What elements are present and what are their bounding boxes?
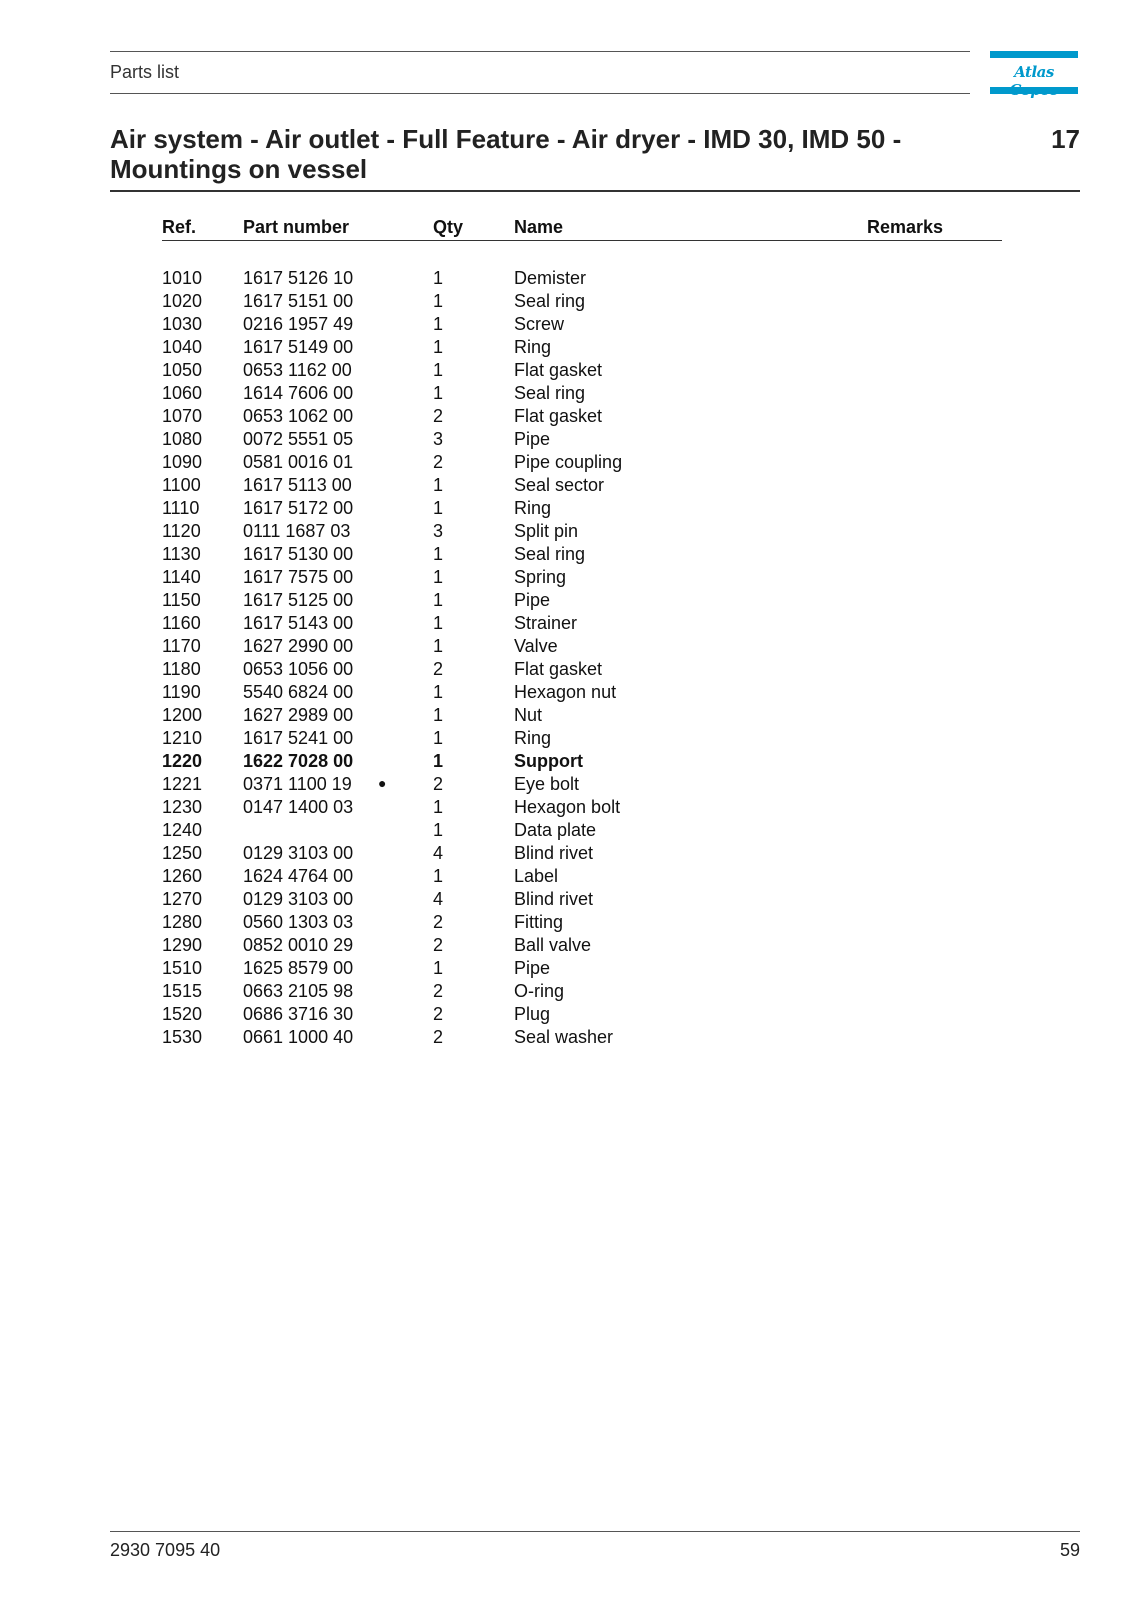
table-row (162, 820, 1002, 843)
cell-part-number: 0147 1400 03 (243, 797, 354, 817)
cell-ref: 1510 (162, 958, 203, 978)
cell-name: Valve (514, 636, 558, 656)
cell-qty: 1 (433, 751, 444, 771)
cell-name: Ring (514, 337, 552, 357)
cell-ref: 1040 (162, 337, 203, 357)
table-row (162, 1027, 1002, 1050)
cell-part-number: 1617 5149 00 (243, 337, 354, 357)
table-row (162, 521, 1002, 544)
cell-name: Blind rivet (514, 889, 594, 909)
table-row (162, 590, 1002, 613)
cell-qty: 1 (433, 567, 444, 587)
cell-qty: 1 (433, 314, 444, 334)
cell-name: Seal ring (514, 291, 586, 311)
cell-qty: 2 (433, 935, 444, 955)
cell-name: Hexagon bolt (514, 797, 621, 817)
cell-qty: 1 (433, 291, 444, 311)
table-row (162, 383, 1002, 406)
table-row (162, 935, 1002, 958)
logo-top-bar (990, 51, 1078, 58)
table-row (162, 659, 1002, 682)
cell-name: Eye bolt (514, 774, 580, 794)
cell-name: Pipe (514, 590, 551, 610)
table-row (162, 452, 1002, 475)
cell-qty: 1 (433, 797, 444, 817)
table-row (162, 475, 1002, 498)
cell-ref: 1290 (162, 935, 203, 955)
column-header-qty: Qty (433, 217, 464, 237)
table-row (162, 337, 1002, 360)
cell-name: Pipe (514, 958, 551, 978)
table-row (162, 544, 1002, 567)
header-label: Parts list (110, 62, 180, 82)
column-header-name: Name (514, 217, 564, 237)
cell-qty: 1 (433, 544, 444, 564)
table-row (162, 498, 1002, 521)
cell-part-number: 1617 5126 10 (243, 268, 354, 288)
cell-qty: 1 (433, 866, 444, 886)
table-row (162, 567, 1002, 590)
cell-name: Seal ring (514, 383, 586, 403)
cell-name: Seal washer (514, 1027, 614, 1047)
cell-part-number: 1617 5113 00 (243, 475, 352, 495)
section-number: 17 (1051, 124, 1080, 154)
header-top-rule (110, 51, 970, 52)
cell-name: Pipe coupling (514, 452, 623, 472)
page-number: 59 (1059, 1540, 1080, 1560)
table-row (162, 912, 1002, 935)
cell-ref: 1150 (162, 590, 201, 610)
cell-name: Data plate (514, 820, 597, 840)
parts-table (162, 215, 1002, 1050)
cell-part-number: 1614 7606 00 (243, 383, 354, 403)
cell-part-number: 1617 7575 00 (243, 567, 354, 587)
cell-name: Hexagon nut (514, 682, 617, 702)
cell-part-number: 0111 1687 03 (243, 521, 351, 541)
cell-qty: 1 (433, 475, 444, 495)
cell-name: Ring (514, 498, 552, 518)
cell-qty: 1 (433, 636, 444, 656)
cell-part-number: 0072 5551 05 (243, 429, 354, 449)
cell-qty: 3 (433, 429, 444, 449)
table-row (162, 636, 1002, 659)
table-row (162, 314, 1002, 337)
cell-qty: 2 (433, 659, 444, 679)
cell-part-number: 1617 5125 00 (243, 590, 354, 610)
column-header-ref: Ref. (162, 217, 197, 237)
cell-part-number: 1617 5151 00 (243, 291, 354, 311)
table-row (162, 866, 1002, 889)
cell-qty: 1 (433, 498, 444, 518)
cell-qty: 1 (433, 337, 444, 357)
cell-part-number: 0581 0016 01 (243, 452, 354, 472)
table-row (162, 889, 1002, 912)
header-bottom-rule (110, 93, 970, 94)
cell-name: Support (514, 751, 583, 771)
cell-ref: 1230 (162, 797, 203, 817)
cell-qty: 1 (433, 820, 444, 840)
table-header (162, 215, 1002, 241)
cell-qty: 2 (433, 912, 444, 932)
cell-name: Seal ring (514, 544, 586, 564)
table-row (162, 751, 1002, 774)
table-row (162, 981, 1002, 1004)
cell-qty: 1 (433, 360, 444, 380)
cell-ref: 1250 (162, 843, 203, 863)
cell-part-number: 1617 5130 00 (243, 544, 354, 564)
cell-ref: 1120 (162, 521, 201, 541)
cell-part-number: 1625 8579 00 (243, 958, 354, 978)
cell-ref: 1280 (162, 912, 203, 932)
cell-ref: 1200 (162, 705, 203, 725)
cell-part-number: 1617 5143 00 (243, 613, 354, 633)
cell-name: Ring (514, 728, 552, 748)
table-body (162, 268, 1002, 1050)
cell-ref: 1240 (162, 820, 203, 840)
cell-qty: 1 (433, 383, 444, 403)
cell-ref: 1130 (162, 544, 201, 564)
cell-ref: 1190 (162, 682, 201, 702)
cell-qty: 2 (433, 406, 444, 426)
cell-qty: 1 (433, 682, 444, 702)
cell-ref: 1030 (162, 314, 203, 334)
cell-ref: 1020 (162, 291, 203, 311)
cell-qty: 1 (433, 958, 444, 978)
cell-qty: 1 (433, 728, 444, 748)
cell-ref: 1220 (162, 751, 203, 771)
table-row (162, 406, 1002, 429)
cell-part-number: 5540 6824 00 (243, 682, 354, 702)
cell-part-number: 1624 4764 00 (243, 866, 354, 886)
cell-name: Flat gasket (514, 659, 603, 679)
cell-ref: 1530 (162, 1027, 203, 1047)
cell-name: Fitting (514, 912, 564, 932)
table-row (162, 291, 1002, 314)
cell-name: Flat gasket (514, 406, 603, 426)
atlas-copco-logo (990, 51, 1078, 94)
cell-part-number: 0216 1957 49 (243, 314, 354, 334)
logo-text: Atlas (1014, 63, 1054, 81)
table-row (162, 843, 1002, 866)
cell-qty: 2 (433, 1027, 444, 1047)
cell-part-number: 0653 1062 00 (243, 406, 354, 426)
cell-qty: 2 (433, 452, 444, 472)
table-row (162, 774, 1002, 797)
cell-ref: 1210 (162, 728, 203, 748)
cell-name: Split pin (514, 521, 579, 541)
cell-ref: 1140 (162, 567, 201, 587)
cell-ref: 1170 (162, 636, 201, 656)
cell-part-number: 0129 3103 00 (243, 889, 354, 909)
cell-part-number: 1627 2989 00 (243, 705, 354, 725)
cell-qty: 3 (433, 521, 444, 541)
cell-part-number: 0653 1056 00 (243, 659, 354, 679)
cell-part-number: 0371 1100 19 (243, 774, 352, 794)
cell-part-number: 1627 2990 00 (243, 636, 354, 656)
document-number: 2930 7095 40 (110, 1540, 221, 1560)
cell-name: O-ring (514, 981, 565, 1001)
cell-qty: 1 (433, 613, 444, 633)
table-row (162, 268, 1002, 291)
column-header-remarks: Remarks (867, 217, 944, 237)
cell-part-number: 0653 1162 00 (243, 360, 352, 380)
cell-name: Spring (514, 567, 567, 587)
cell-name: Ball valve (514, 935, 592, 955)
cell-ref: 1010 (162, 268, 203, 288)
cell-qty: 1 (433, 590, 444, 610)
cell-name: Demister (514, 268, 587, 288)
cell-name: Pipe (514, 429, 551, 449)
table-row (162, 682, 1002, 705)
table-row (162, 429, 1002, 452)
cell-ref: 1050 (162, 360, 203, 380)
cell-ref: 1060 (162, 383, 203, 403)
cell-part-number: 0663 2105 98 (243, 981, 354, 1001)
cell-ref: 1160 (162, 613, 201, 633)
cell-qty: 1 (433, 268, 444, 288)
cell-qty: 2 (433, 774, 444, 794)
cell-ref: 1090 (162, 452, 203, 472)
table-row (162, 705, 1002, 728)
cell-ref: 1180 (162, 659, 201, 679)
cell-part-number: 1617 5172 00 (243, 498, 354, 518)
cell-part-number: 0129 3103 00 (243, 843, 354, 863)
table-row (162, 1004, 1002, 1027)
cell-part-number: 0661 1000 40 (243, 1027, 354, 1047)
table-row (162, 728, 1002, 751)
cell-bullet: ● (378, 775, 387, 791)
page-title: Air system - Air outlet - Full Feature - Air dryer - IMD 30, IMD 50 - Mountings on vessel (110, 124, 902, 184)
cell-ref: 1070 (162, 406, 203, 426)
cell-qty: 2 (433, 1004, 444, 1024)
title-rule (110, 190, 1080, 192)
cell-part-number: 0852 0010 29 (243, 935, 354, 955)
cell-ref: 1100 (162, 475, 201, 495)
cell-ref: 1110 (162, 498, 200, 518)
cell-ref: 1520 (162, 1004, 203, 1024)
cell-part-number: 1617 5241 00 (243, 728, 354, 748)
table-row (162, 613, 1002, 636)
cell-name: Flat gasket (514, 360, 603, 380)
table-row (162, 797, 1002, 820)
cell-name: Screw (514, 314, 565, 334)
cell-name: Seal sector (514, 475, 605, 495)
cell-qty: 4 (433, 843, 444, 863)
cell-name: Label (514, 866, 559, 886)
cell-name: Plug (514, 1004, 551, 1024)
cell-part-number: 0686 3716 30 (243, 1004, 354, 1024)
cell-part-number: 1622 7028 00 (243, 751, 354, 771)
cell-ref: 1270 (162, 889, 203, 909)
cell-qty: 1 (433, 705, 444, 725)
cell-name: Blind rivet (514, 843, 594, 863)
logo-bottom-bar (990, 87, 1078, 94)
cell-qty: 4 (433, 889, 444, 909)
cell-qty: 2 (433, 981, 444, 1001)
cell-ref: 1515 (162, 981, 203, 1001)
footer-rule (110, 1531, 1080, 1532)
cell-ref: 1221 (162, 774, 203, 794)
cell-name: Nut (514, 705, 543, 725)
column-header-part-number: Part number (243, 217, 350, 237)
cell-name: Strainer (514, 613, 578, 633)
cell-part-number: 0560 1303 03 (243, 912, 354, 932)
table-row (162, 958, 1002, 981)
cell-ref: 1260 (162, 866, 203, 886)
cell-ref: 1080 (162, 429, 203, 449)
table-row (162, 360, 1002, 383)
